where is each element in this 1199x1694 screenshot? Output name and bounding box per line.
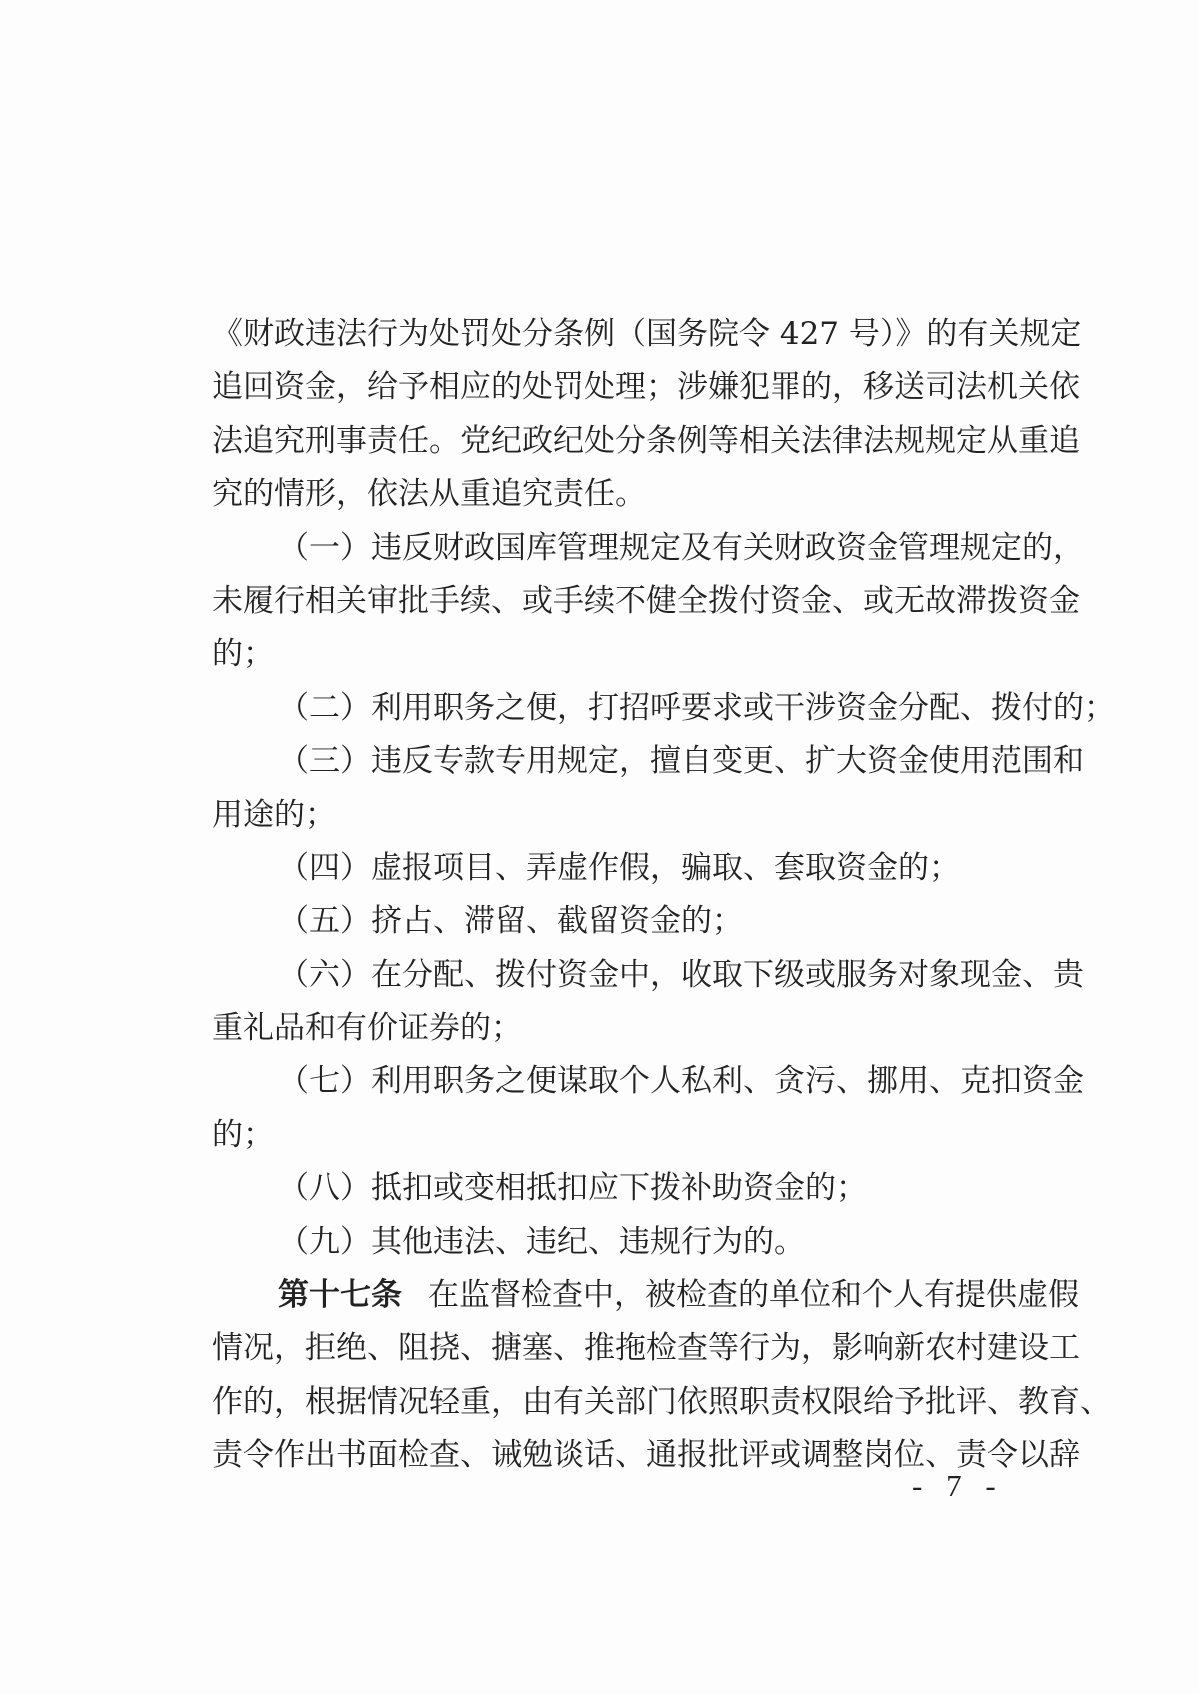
body-line: 法追究刑事责任。党纪政纪处分条例等相关法律法规规定从重追: [212, 422, 1080, 459]
body-line: 重礼品和有价证券的；: [212, 1010, 522, 1047]
article-label: 第十七条: [278, 1277, 402, 1314]
list-item: （一）违反财政国库管理规定及有关财政资金管理规定的，: [278, 529, 1084, 566]
list-item: （三）违反专款专用规定，擅自变更、扩大资金使用范围和: [278, 743, 1084, 780]
body-line: 究的情形，依法从重追究责任。: [212, 476, 646, 513]
list-item: （九）其他违法、违纪、违规行为的。: [278, 1223, 805, 1260]
body-line: 追回资金，给予相应的处罚处理；涉嫌犯罪的，移送司法机关依: [212, 369, 1080, 406]
body-line: 在监督检查中，被检查的单位和个人有提供虚假: [428, 1277, 1079, 1314]
list-item: （七）利用职务之便谋取个人私利、贪污、挪用、克扣资金: [278, 1063, 1084, 1100]
list-item: （四）虚报项目、弄虚作假，骗取、套取资金的；: [278, 849, 960, 886]
document-body: [212, 308, 1115, 1483]
list-item: （二）利用职务之便，打招呼要求或干涉资金分配、拨付的；: [278, 689, 1115, 726]
body-line: 的；: [212, 1116, 274, 1153]
body-line: 责令作出书面检查、诫勉谈话、通报批评或调整岗位、责令以辞: [212, 1437, 1080, 1474]
list-item: （八）抵扣或变相抵扣应下拨补助资金的；: [278, 1170, 867, 1207]
body-line: 用途的；: [212, 796, 336, 833]
body-line: 未履行相关审批手续、或手续不健全拨付资金、或无故滞拨资金: [212, 582, 1080, 619]
article-17-line: [212, 1269, 1079, 1322]
list-item: （五）挤占、滞留、截留资金的；: [278, 903, 743, 940]
body-line: 作的，根据情况轻重，由有关部门依照职责权限给予批评、教育、: [212, 1383, 1111, 1420]
body-line: 的；: [212, 636, 274, 673]
page-number: - 7 -: [912, 1468, 1004, 1503]
list-item: （六）在分配、拨付资金中，收取下级或服务对象现金、贵: [278, 956, 1084, 993]
body-line: 《财政违法行为处罚处分条例（国务院令 427 号）》的有关规定: [212, 316, 1082, 352]
body-line: 情况，拒绝、阻挠、搪塞、推拖检查等行为，影响新农村建设工: [212, 1330, 1080, 1367]
